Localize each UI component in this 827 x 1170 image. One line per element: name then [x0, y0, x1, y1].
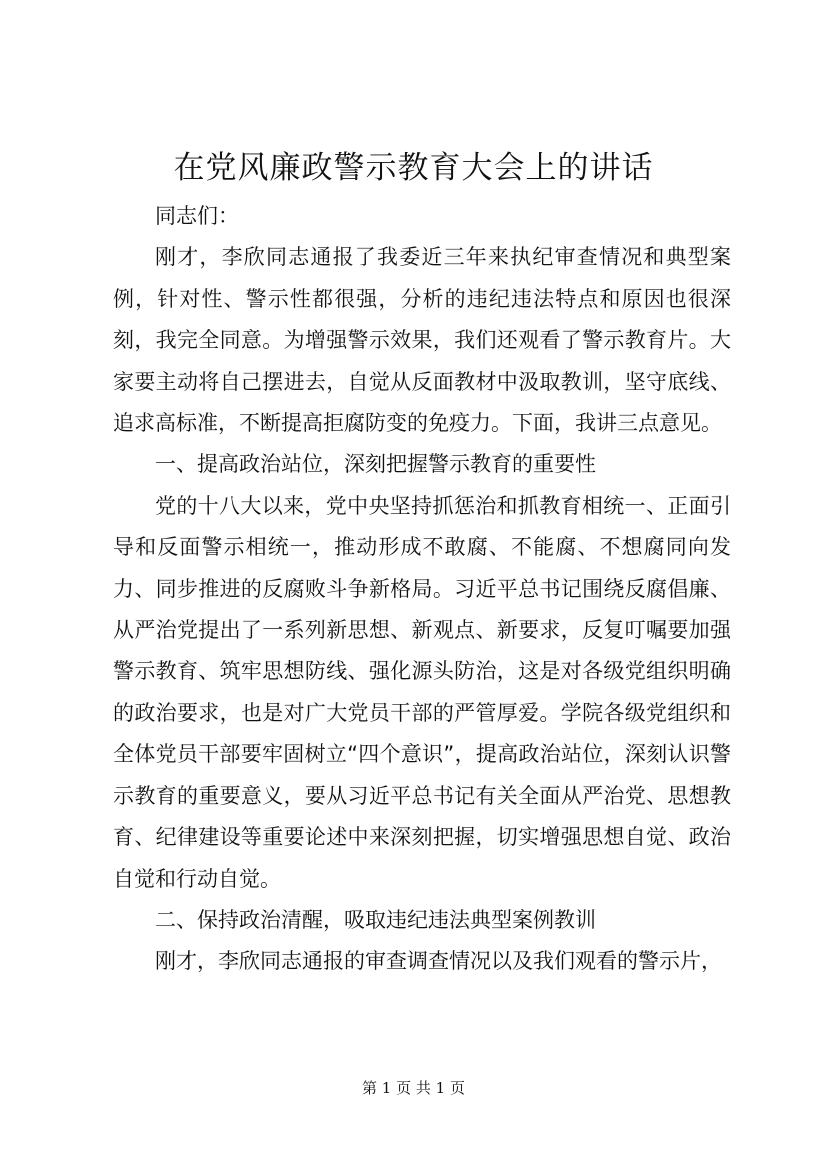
paragraph-1: 刚才，李欣同志通报了我委近三年来执纪审查情况和典型案例，针对性、警示性都很强，分析的违纪违法特点和原因也很深刻，我完全同意。为增强警示效果，我们还观看了警示教育片。大家要主动将自己摆进去，自觉从反面教材中汲取教训，坚守底线、追求高标准，不断提高拒腐防变的免疫力。下面，我讲三点意见。: [113, 245, 731, 436]
document-body: [113, 196, 731, 983]
document-title: 在党风廉政警示教育大会上的讲话: [173, 150, 654, 186]
section-heading-2: 二、保持政治清醒，吸取违纪违法典型案例教训: [155, 907, 596, 932]
page-footer: 第 1 页 共 1 页: [362, 1079, 465, 1097]
section-heading-1: 一、提高政治站位，深刻把握警示教育的重要性: [155, 452, 596, 477]
salutation: 同志们：: [155, 204, 239, 228]
paragraph-2: 党的十八大以来，党中央坚持抓惩治和抓教育相统一、正面引导和反面警示相统一，推动形成不敢腐、不能腐、不想腐同向发力、同步推进的反腐败斗争新格局。习近平总书记围绕反腐倡廉、从严治党提出了一系列新思想、新观点、新要求，反复叮嘱要加强警示教育、筑牢思想防线、强化源头防治，这是对各级党组织明确的政治要求，也是对广大党员干部的严管厚爱。学院各级党组织和全体党员干部要牢固树立“四个意识”，提高政治站位，深刻认识警示教育的重要意义，要从习近平总书记有关全面从严治党、思想教育、纪律建设等重要论述中来深刻把握，切实增强思想自觉、政治自觉和行动自觉。: [113, 493, 731, 891]
paragraph-3: 刚才，李欣同志通报的审查调查情况以及我们观看的警示片，: [155, 949, 722, 974]
